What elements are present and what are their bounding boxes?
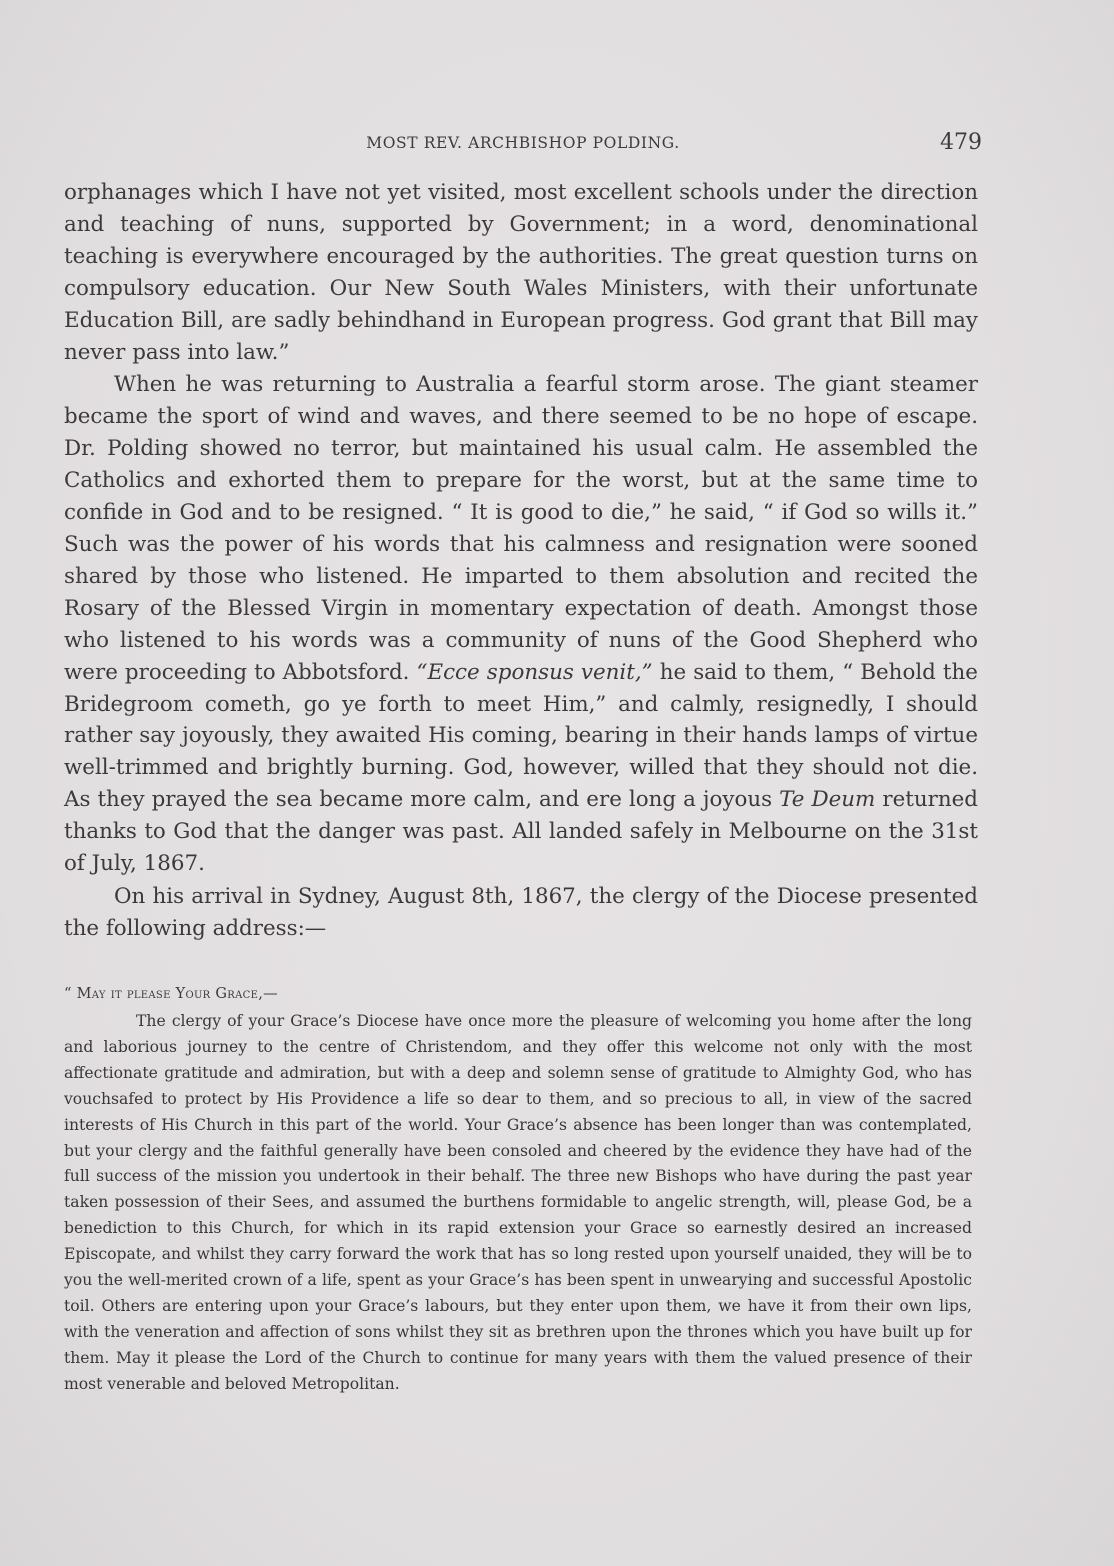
latin-quote: “Ecce sponsus venit,”: [416, 659, 653, 685]
paragraph-arrival: On his arrival in Sydney, August 8th, 1867, the clergy of the Diocese presented the following address:—: [64, 883, 978, 941]
running-title: MOST REV. ARCHBISHOP POLDING.: [366, 134, 680, 152]
page-number: 479: [940, 130, 982, 155]
paragraph-storm: [64, 369, 978, 880]
page-header: [64, 130, 982, 160]
address-text: The clergy of your Grace’s Diocese have once more the pleasure of welcoming you home after the long and laborious journey to the centre of Christendom, and they offer this welcome not only with the most affectionate gratitude and admiration, but with a deep and solemn sense of gratitude to Almighty God, who has vouchsafed to protect by His Providence a life so dear to them, and so precious to all, in view of the sacred interests of His Church in this part of the world. Your Grace’s absence has been longer than was contemplated, but your clergy and the faithful generally have been consoled and cheered by the evidence they have had of the full success of the mission you undertook in their behalf. The three new Bishops who have during the past year taken possession of their Sees, and assumed the burthens formidable to angelic strength, will, please God, be a benediction to this Church, for which in its rapid extension your Grace so earnestly desired an increased Episcopate, and whilst they carry forward the work that has so long rested upon yourself unaided, they will be to you the well-merited crown of a life, spent as your Grace’s has been spent in unwearying and successful Apostolic toil. Others are entering upon your Grace’s labours, but they enter upon them, we have it from their own lips, with the veneration and affection of sons whilst they sit as brethren upon the thrones which you have built up for them. May it please the Lord of the Church to continue for many years with them the valued presence of their most venerable and beloved Metropolitan.: [64, 1012, 972, 1393]
storm-text-part-3: returned thanks to God that the danger was past. All landed safely in Melbourne on the 31st of July, 1867.: [64, 787, 979, 877]
address-salutation: “ May it please Your Grace,—: [64, 986, 278, 1002]
storm-text-part-1: When he was returning to Australia a fearful storm arose. The giant steamer became the sport of wind and waves, and there seemed to be no hope of escape. Dr. Polding showed no terror, but maintained his usual calm. He assembled the Catholics and exhorted them to prepare for the worst, but at the same time to confide in God and to be resigned. “ It is good to die,” he said, “ if God so wills it.” Such was the power of his words that his calmness and resignation were sooned shared by those who listened. He imparted to them absolution and recited the Rosary of the Blessed Virgin in momentary expectation of death. Amongst those who listened to his words was a community of nuns of the Good Shepherd who were proceeding to Abbotsford.: [64, 372, 978, 685]
te-deum: Te Deum: [779, 787, 876, 813]
main-text: [64, 177, 978, 945]
paragraph-continuation: orphanages which I have not yet visited, most excellent schools under the direction and teaching of nuns, supported by Government; in a word, denominational teaching is everywhere encouraged by the authorities. The great question turns on compulsory education. Our New South Wales Ministers, with their unfortunate Education Bill, are sadly behindhand in European progress. God grant that Bill may never pass into law.”: [64, 180, 978, 365]
storm-text-part-2: he said to them, “ Behold the Bridegroom cometh, go ye forth to meet Him,” and calmly, resignedly, I should rather say joyously, they awaited His coming, bearing in their hands lamps of virtue well-trimmed and brightly burning. God, however, willed that they should not die. As they prayed the sea became more calm, and ere long a joyous: [64, 659, 978, 813]
